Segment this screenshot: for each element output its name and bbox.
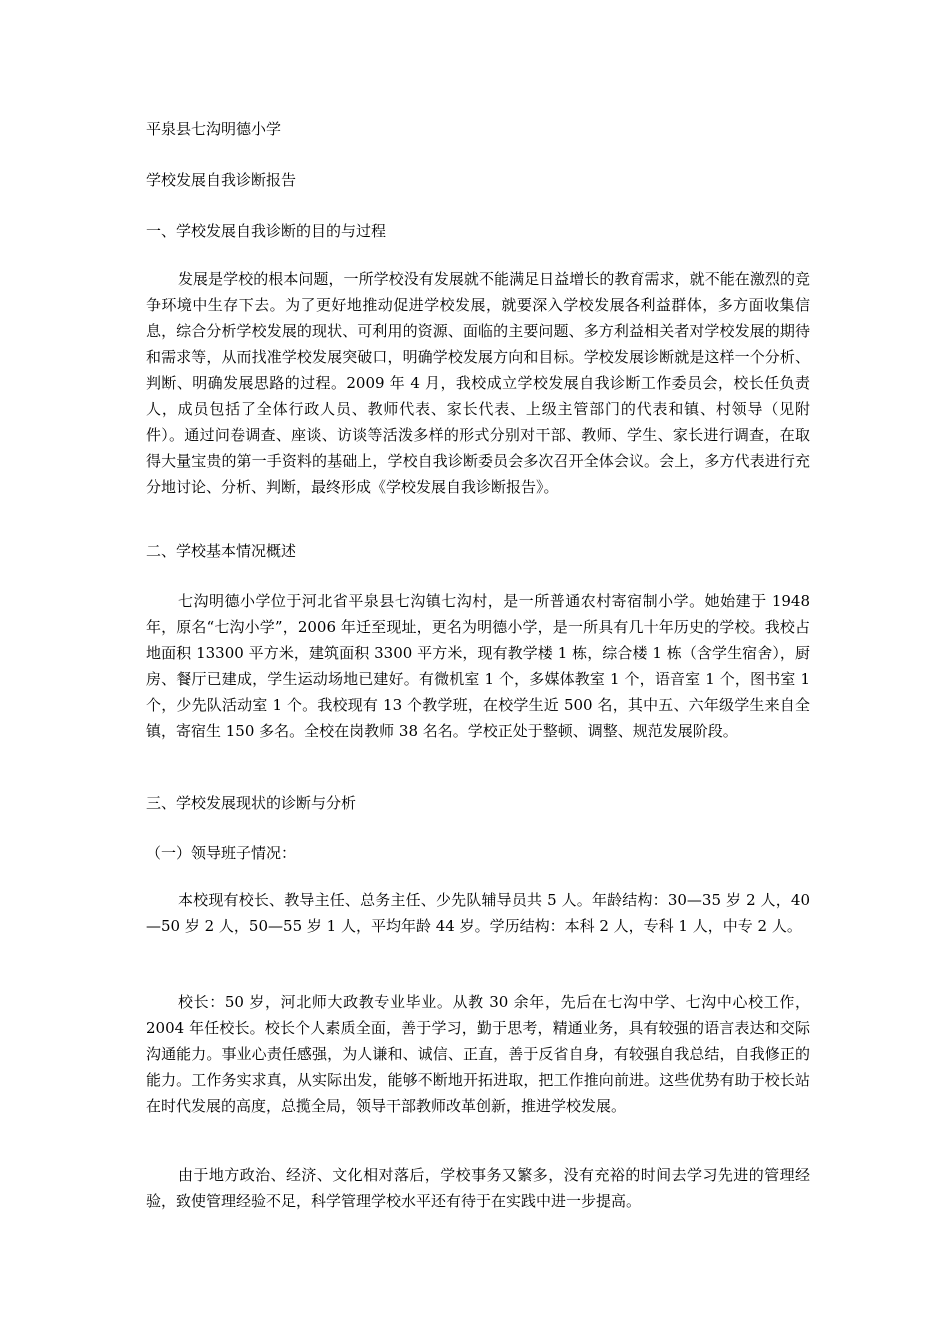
section3-subheading: （一）领导班子情况： xyxy=(146,844,297,862)
section3-paragraph-principal: 校长：50 岁，河北师大政教专业毕业。从教 30 余年，先后在七沟中学、七沟中心校工作，2004 年任校长。校长个人素质全面，善于学习，勤于思考，精通业务，具有较强的语言表达和交际沟通能力。事业心责任感强，为人谦和、诚信、正直，善于反省自身，有较强自我总结，自我修正的能力。工作务实求真，从实际出发，能够不断地开拓进取，把工作推向前进。这些优势有助于校长站在时代发展的高度，总揽全局，领导干部教师改革创新，推进学校发展。 xyxy=(146,993,810,1115)
section1-heading: 一、学校发展自我诊断的目的与过程 xyxy=(146,222,387,240)
section3-heading: 三、学校发展现状的诊断与分析 xyxy=(146,794,357,812)
school-name: 平泉县七沟明德小学 xyxy=(146,120,282,138)
section2-heading: 二、学校基本情况概述 xyxy=(146,542,297,560)
section1-paragraph: 发展是学校的根本问题，一所学校没有发展就不能满足日益增长的教育需求，就不能在激烈的竞争环境中生存下去。为了更好地推动促进学校发展，就要深入学校发展各利益群体，多方面收集信息，综合分析学校发展的现状、可利用的资源、面临的主要问题、多方利益相关者对学校发展的期待和需求等，从而找准学校发展突破口，明确学校发展方向和目标。学校发展诊断就是这样一个分析、判断、明确发展思路的过程。2009 年 4 月，我校成立学校发展自我诊断工作委员会，校长任负责人，成员包括了全体行政人员、教师代表、家长代表、上级主管部门的代表和镇、村领导（见附件）。通过问卷调查、座谈、访谈等活泼多样的形式分别对干部、教师、学生、家长进行调查，在取得大量宝贵的第一手资料的基础上，学校自我诊断委员会多次召开全体会议。会上，多方代表进行充分地讨论、分析、判断，最终形成《学校发展自我诊断报告》。 xyxy=(146,270,810,496)
report-title: 学校发展自我诊断报告 xyxy=(146,171,297,189)
section3-paragraph-leadership: 本校现有校长、教导主任、总务主任、少先队辅导员共 5 人。年龄结构：30—35 岁 2 人，40—50 岁 2 人，50—55 岁 1 人，平均年龄 44 岁。学历结构：本科 2 人，专科 1 人，中专 2 人。 xyxy=(146,891,810,935)
section3-paragraph-constraints: 由于地方政治、经济、文化相对落后，学校事务又繁多，没有充裕的时间去学习先进的管理经验，致使管理经验不足，科学管理学校水平还有待于在实践中进一步提高。 xyxy=(146,1166,810,1210)
section2-paragraph: 七沟明德小学位于河北省平泉县七沟镇七沟村，是一所普通农村寄宿制小学。她始建于 1948 年，原名“七沟小学”，2006 年迁至现址，更名为明德小学，是一所具有几十年历史的学校。我校占地面积 13300 平方米，建筑面积 3300 平方米，现有教学楼 1 栋，综合楼 1 栋（含学生宿舍），厨房、餐厅已建成，学生运动场地已建好。有微机室 1 个，多媒体教室 1 个，语音室 1 个，图书室 1 个，少先队活动室 1 个。我校现有 13 个教学班，在校学生近 500 名，其中五、六年级学生来自全镇，寄宿生 150 多名。全校在岗教师 38 名名。学校正处于整顿、调整、规范发展阶段。 xyxy=(146,592,810,740)
